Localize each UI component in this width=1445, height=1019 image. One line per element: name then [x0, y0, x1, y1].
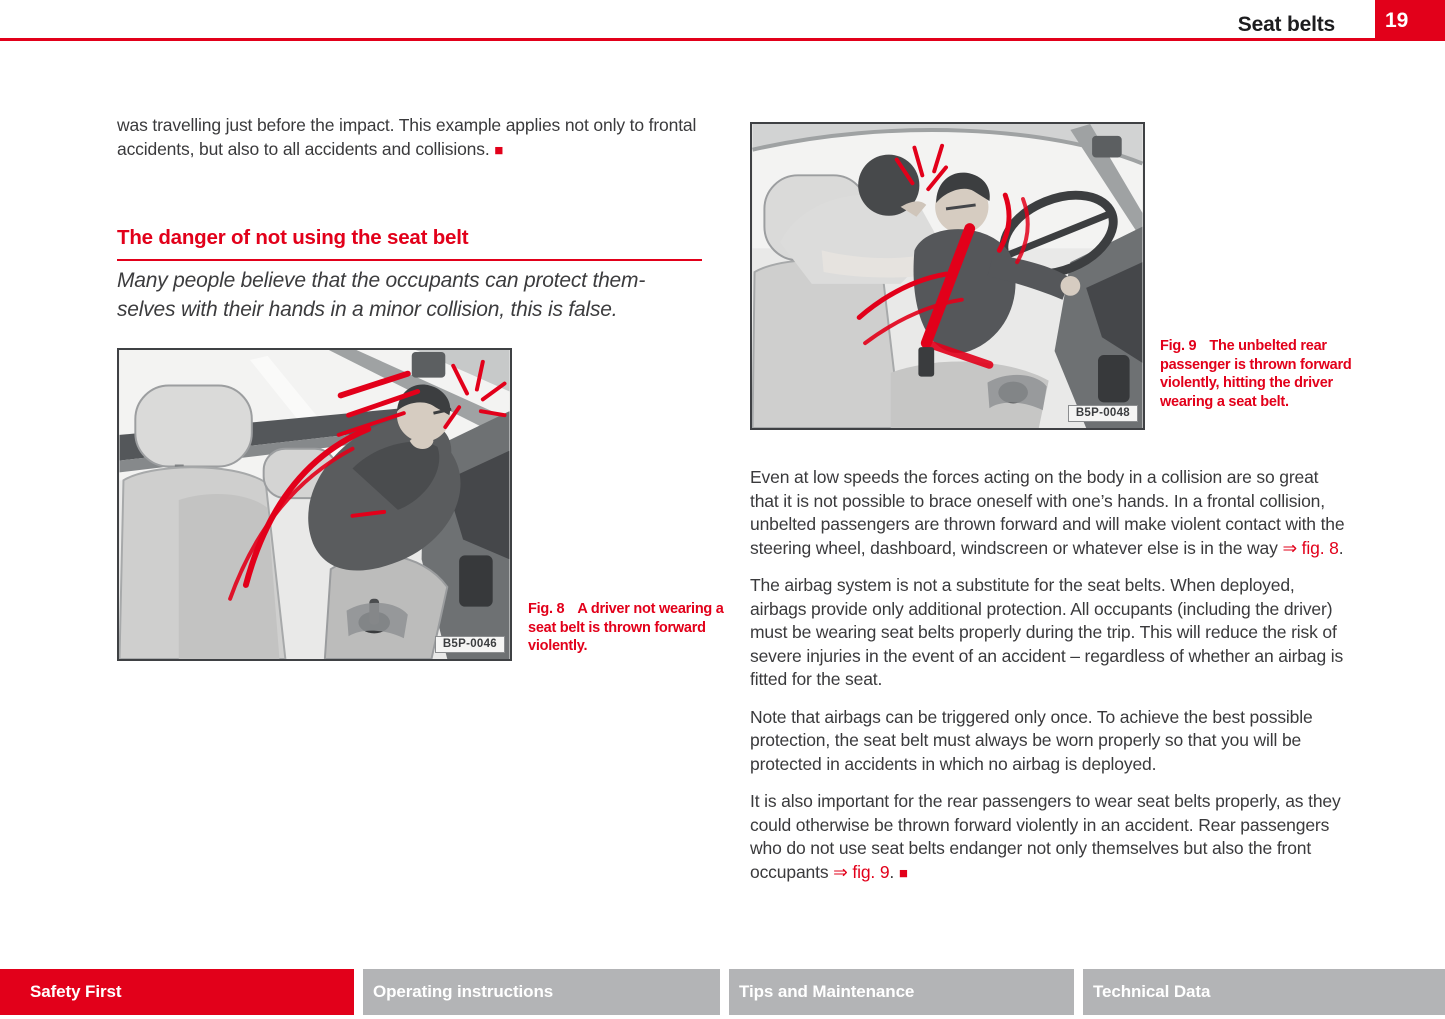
footer-tab-label: Tips and Maintenance: [739, 982, 915, 1001]
footer-tab-label: Operating instructions: [373, 982, 554, 1001]
figure-8-caption-text: A driver not wearing a seat belt is thrown forward violently.: [528, 601, 724, 654]
body-column: [750, 466, 1351, 899]
section-end-marker: ■: [898, 864, 908, 882]
section-heading: The danger of not using the seat belt: [117, 226, 469, 249]
section-lead: [117, 266, 717, 324]
header-rule: [0, 38, 1445, 41]
lead-line-1: Many people believe that the occupants can protect them-: [117, 269, 646, 292]
image-code-label: B5P-0046: [435, 636, 505, 653]
crash-illustration-driver: [119, 350, 510, 659]
page-title: Seat belts: [1237, 13, 1335, 36]
section-end-marker: ■: [494, 141, 504, 159]
figure-8-caption: [528, 600, 726, 656]
footer-tab-label: Safety First: [30, 982, 122, 1001]
paragraph-airbag-system: The airbag system is not a substitute for the seat belts. When deployed, airbags provide only additional protection. All occupants (including the driver) must be wearing seat belts properly during the trip. This will reduce the risk of severe injuries in the event of an accident – regardless of whether an airbag is fitted for the seat.: [750, 575, 1344, 689]
paragraph-collision-forces: [750, 466, 1351, 560]
page-number: 19: [1385, 8, 1409, 32]
crash-illustration-rear-passenger: [752, 124, 1143, 428]
section-heading-block: [117, 226, 702, 261]
paragraph-tail: .: [1338, 537, 1344, 558]
figure-9-caption: [1160, 337, 1358, 411]
paragraph-rear-passengers: [750, 790, 1351, 885]
footer-tab-tips-and-maintenance: [729, 969, 1074, 1015]
intro-text: was travelling just before the impact. This example applies not only to frontal accidents, but also to all accidents and collisions.: [117, 115, 697, 159]
intro-paragraph: [117, 114, 731, 162]
paragraph-text: Even at low speeds the forces acting on the body in a collision are so great that it is not possible to brace oneself with one’s hands. In a frontal collision, unbelted passengers are thrown forward and will make violent contact with the steering wheel, dashboard, windscreen or whatever else is in the way: [750, 467, 1345, 558]
figure-9-image: [750, 122, 1145, 430]
lead-line-2: selves with their hands in a minor collision, this is false.: [117, 298, 618, 321]
footer-tab-operating-instructions: [363, 969, 720, 1015]
image-code-label: B5P-0048: [1068, 405, 1138, 422]
figure-9-reference: ⇒ fig. 9: [833, 861, 890, 882]
paragraph-airbag-once: Note that airbags can be triggered only once. To achieve the best possible protection, the seat belt must always be worn properly so that you will be protected in accidents in which no airbag is deployed.: [750, 706, 1313, 774]
paragraph-tail: .: [889, 861, 899, 882]
figure-9-caption-text: The unbelted rear passenger is thrown forward violently, hitting the driver wearing a seat belt.: [1160, 338, 1352, 410]
figure-9-label: Fig. 9: [1160, 338, 1197, 354]
figure-8-image: [117, 348, 512, 661]
figure-8-label: Fig. 8: [528, 601, 565, 617]
footer-tab-technical-data: [1083, 969, 1445, 1015]
footer-tab-label: Technical Data: [1093, 982, 1211, 1001]
footer-tab-safety-first: [0, 969, 354, 1015]
paragraph-text: It is also important for the rear passengers to wear seat belts properly, as they could otherwise be thrown forward violently in an accident. Rear passengers who do not use seat belts endanger not only themselves but also the front occupants: [750, 791, 1341, 882]
page-number-box: [1375, 0, 1445, 41]
figure-8-reference: ⇒ fig. 8: [1282, 537, 1339, 558]
